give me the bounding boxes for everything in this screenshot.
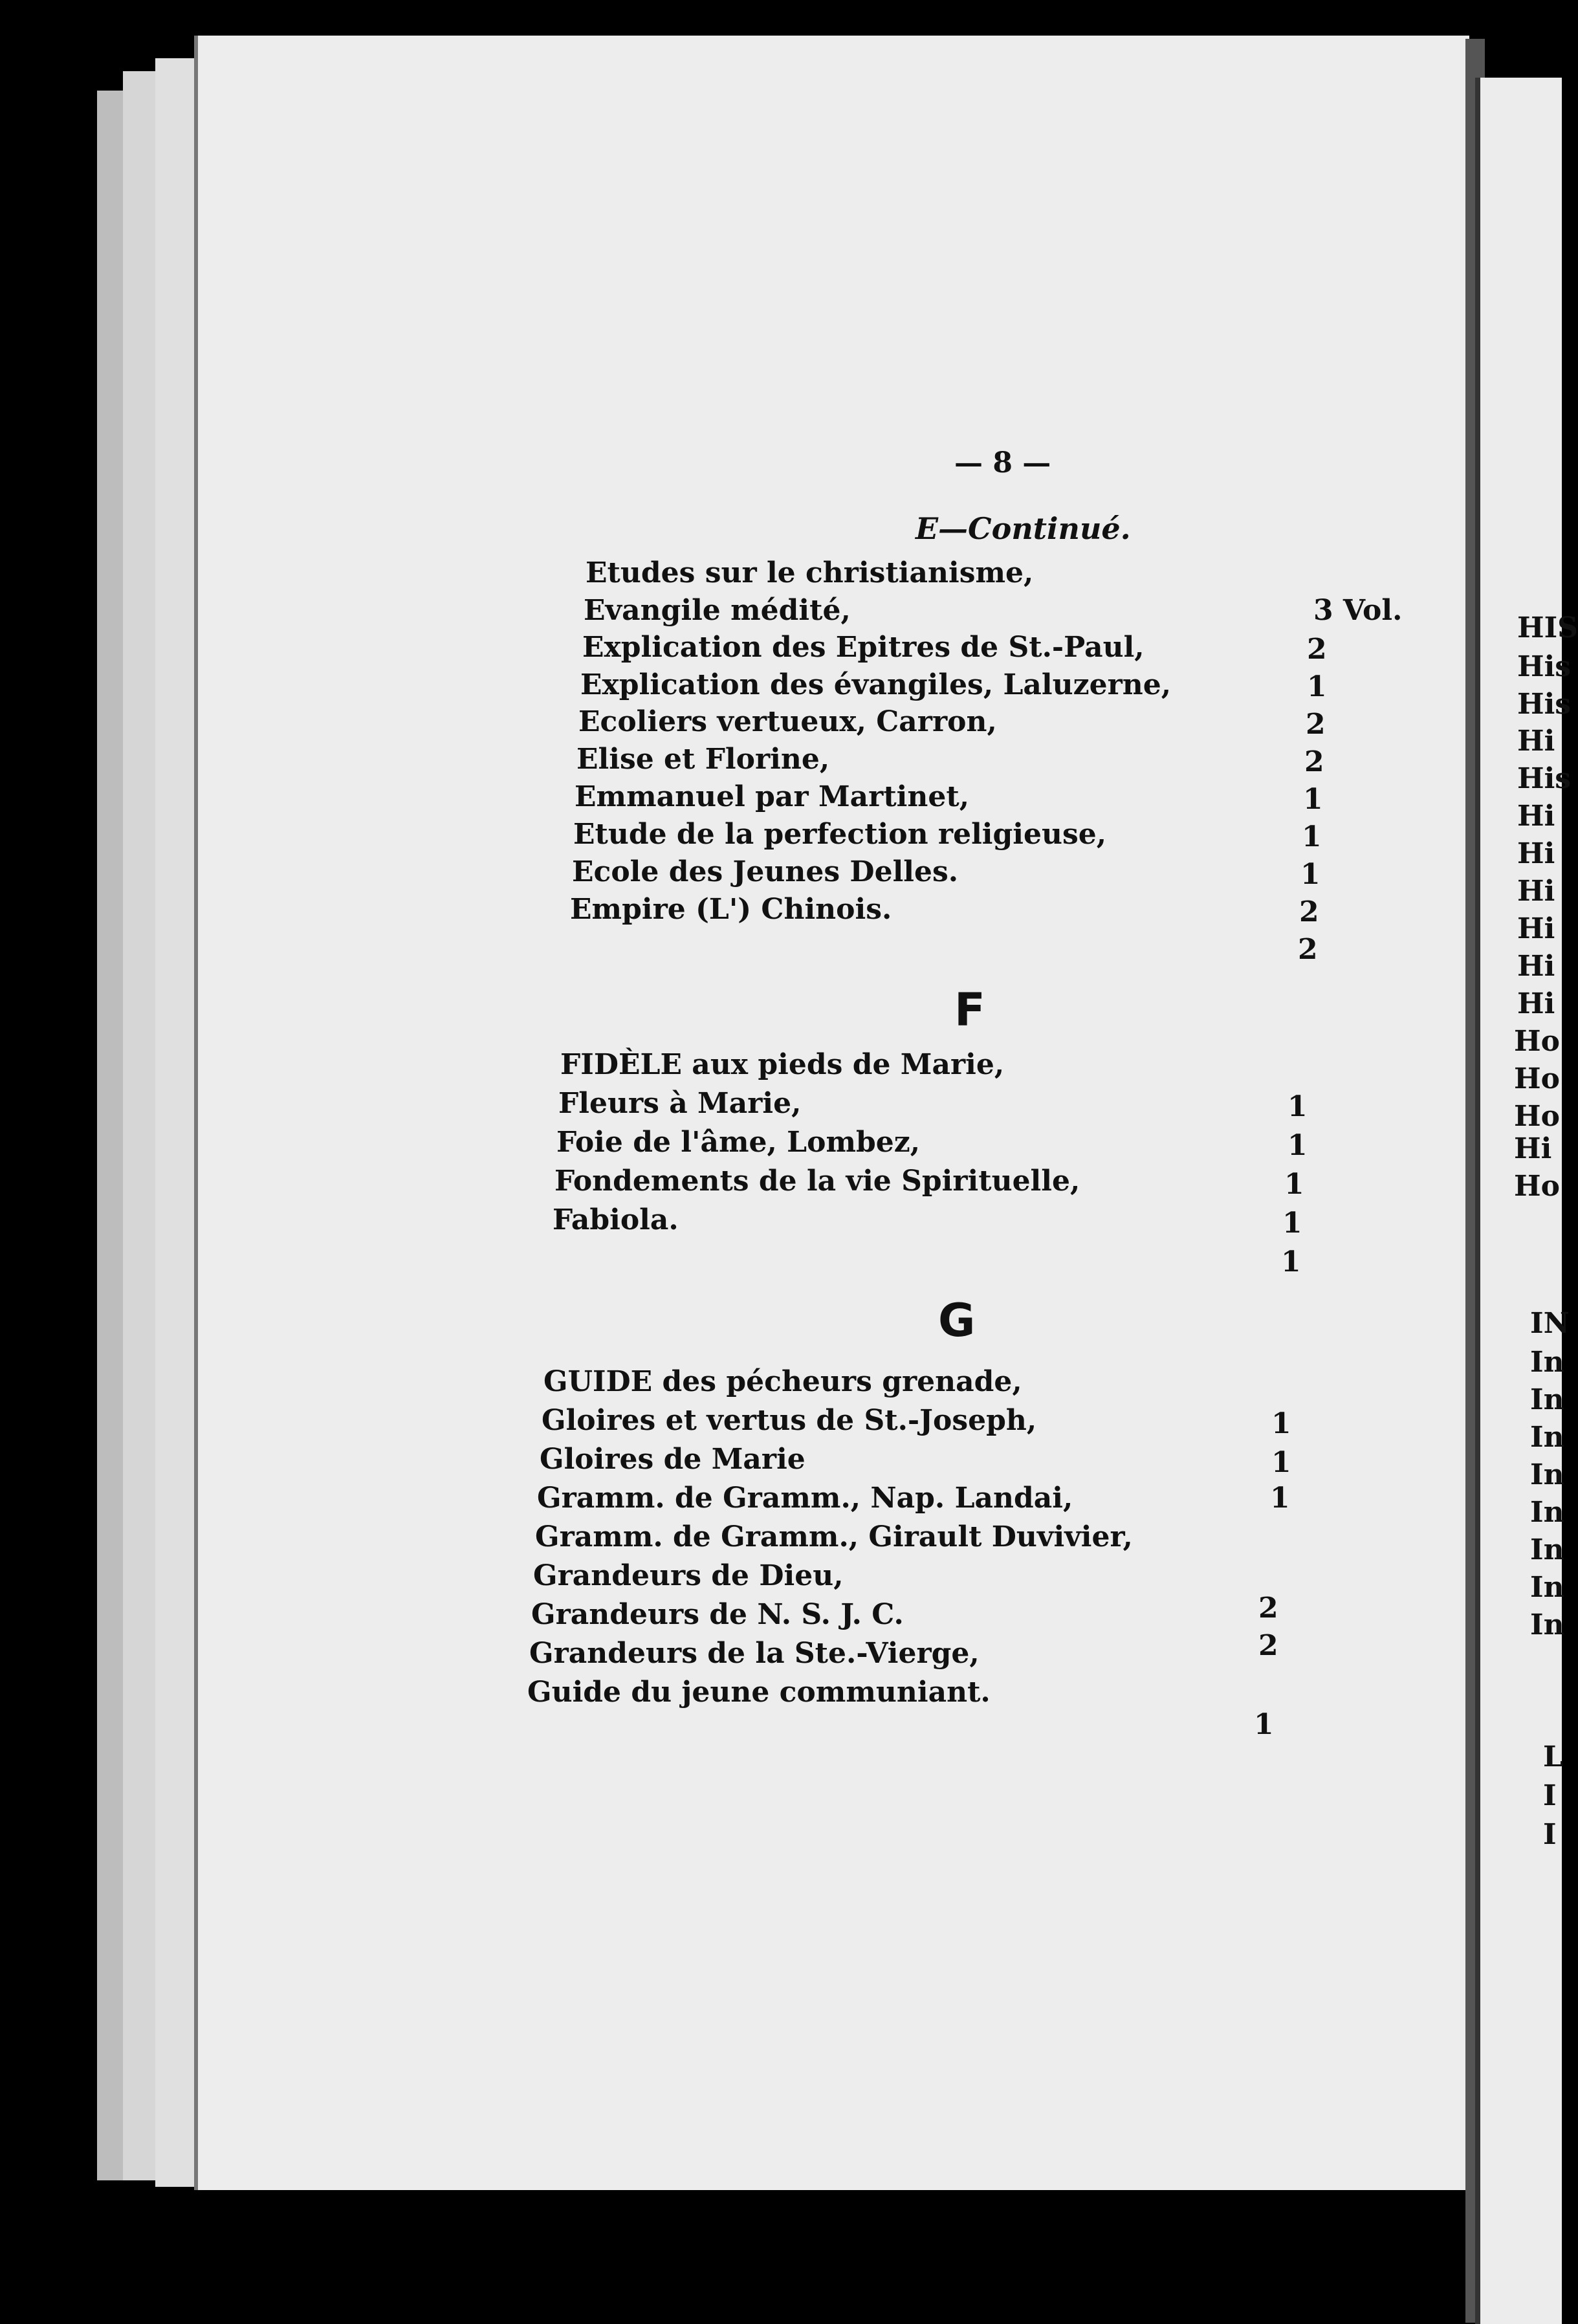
volume-count: 1 (1271, 1407, 1291, 1440)
page-number: — 8 — (954, 446, 1051, 479)
list-item: FIDÈLE aux pieds de Marie, (560, 1048, 1005, 1081)
volume-count: 2 (1258, 1629, 1278, 1662)
list-item: Evangile médité, (584, 594, 851, 627)
list-item: Gramm. de Gramm., Nap. Landai, (537, 1482, 1073, 1515)
right-page-fragment: Hi (1517, 837, 1555, 870)
volume-count: 2 (1299, 895, 1319, 928)
right-page-fragment: In (1530, 1608, 1564, 1641)
right-page-fragment: Hi (1517, 800, 1555, 833)
section-title: E—Continué. (915, 511, 1131, 546)
volume-count: 3 Vol. (1313, 594, 1403, 627)
volume-count: 1 (1303, 783, 1323, 816)
right-page-fragment: Hi (1514, 1132, 1552, 1165)
list-item: Gloires et vertus de St.-Joseph, (542, 1404, 1037, 1437)
list-item: Ecole des Jeunes Delles. (572, 855, 959, 888)
list-item: Ecoliers vertueux, Carron, (578, 705, 997, 738)
volume-count: 1 (1254, 1708, 1274, 1741)
list-item: Empire (L') Chinois. (570, 893, 892, 926)
right-page-fragment: Ho (1514, 1100, 1560, 1133)
volume-count: 1 (1271, 1446, 1291, 1479)
volume-count: 1 (1288, 1129, 1308, 1162)
list-item: Grandeurs de Dieu, (533, 1559, 844, 1592)
volume-count: 2 (1298, 933, 1318, 966)
volume-count: 1 (1307, 670, 1327, 703)
right-page-fragment: Ho (1514, 1025, 1560, 1058)
right-page-fragment: His (1517, 650, 1572, 683)
right-page-fragment: In (1530, 1346, 1564, 1379)
volume-count: 2 (1304, 745, 1324, 778)
right-page-fragment: Hi (1517, 912, 1555, 945)
volume-count: 1 (1270, 1482, 1290, 1515)
volume-count: 1 (1282, 1207, 1302, 1240)
left-page (194, 36, 1469, 2190)
volume-count: 1 (1302, 820, 1322, 853)
right-page-fragment: In (1530, 1533, 1564, 1566)
section-letter-f: F (954, 983, 985, 1036)
right-page-fragment: In (1530, 1571, 1564, 1604)
volume-count: 2 (1306, 708, 1326, 741)
list-item: Elise et Florine, (576, 743, 830, 776)
list-item: Grandeurs de N. S. J. C. (531, 1598, 904, 1631)
volume-count: 1 (1288, 1090, 1308, 1123)
right-page-fragment: Hi (1517, 950, 1555, 983)
list-item: Emmanuel par Martinet, (575, 780, 970, 813)
volume-count: 2 (1258, 1592, 1278, 1625)
list-item: Foie de l'âme, Lombez, (556, 1126, 921, 1159)
right-page-fragment: L (1543, 1740, 1563, 1773)
right-page-fragment: His (1517, 688, 1572, 721)
list-item: Fabiola. (553, 1203, 679, 1236)
list-item: Gramm. de Gramm., Girault Duvivier, (535, 1520, 1133, 1553)
right-page-fragment: HIS (1517, 611, 1578, 644)
right-page-fragment: IN (1530, 1307, 1570, 1340)
volume-count: 1 (1281, 1245, 1301, 1278)
right-page-fragment: Hi (1517, 875, 1555, 908)
list-item: Guide du jeune communiant. (527, 1676, 991, 1709)
section-letter-g: G (938, 1294, 976, 1347)
list-item: Fondements de la vie Spirituelle, (554, 1165, 1080, 1198)
list-item: Explication des évangiles, Laluzerne, (580, 668, 1172, 701)
list-item: Etude de la perfection religieuse, (573, 818, 1107, 851)
right-page-fragment: Ho (1514, 1170, 1560, 1203)
right-page-fragment: His (1517, 762, 1572, 795)
right-page-fragment: In (1530, 1383, 1564, 1416)
list-item: Fleurs à Marie, (558, 1087, 802, 1120)
volume-count: 2 (1307, 633, 1327, 666)
right-page-fragment: In (1530, 1496, 1564, 1529)
right-page-fragment: I (1543, 1779, 1557, 1812)
list-item: Gloires de Marie (540, 1443, 805, 1476)
volume-count: 1 (1300, 858, 1320, 891)
right-page-fragment: In (1530, 1421, 1564, 1454)
list-item: GUIDE des pécheurs grenade, (543, 1365, 1022, 1398)
right-page-fragment: Hi (1517, 987, 1555, 1020)
right-page-fragment: In (1530, 1458, 1564, 1491)
list-item: Explication des Epitres de St.-Paul, (582, 631, 1145, 664)
right-page-fragment: I (1543, 1818, 1557, 1851)
volume-count: 1 (1284, 1168, 1304, 1201)
list-item: Etudes sur le christianisme, (586, 556, 1034, 589)
right-page-fragment: Ho (1514, 1062, 1560, 1095)
right-page-fragment: Hi (1517, 725, 1555, 758)
list-item: Grandeurs de la Ste.-Vierge, (529, 1637, 980, 1670)
